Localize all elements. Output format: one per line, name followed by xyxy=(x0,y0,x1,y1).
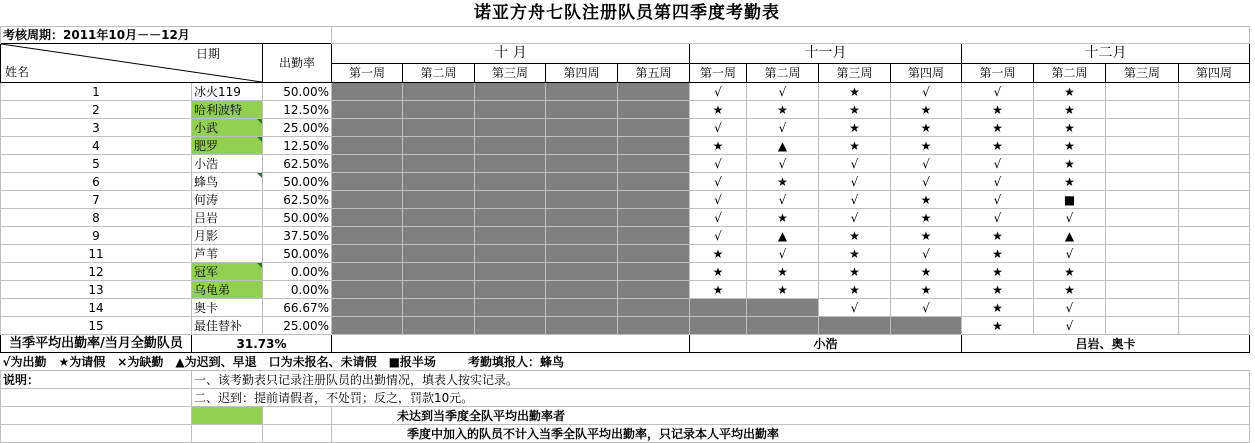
summary-nov-full[interactable]: 小浩 xyxy=(690,335,962,353)
notes-row xyxy=(1,371,1250,389)
oct-week-cell[interactable] xyxy=(475,209,546,227)
dec-week-cell[interactable] xyxy=(1106,83,1179,101)
player-name[interactable]: 最佳替补 xyxy=(192,317,263,335)
oct-week-cell[interactable] xyxy=(475,299,546,317)
dec-week-cell[interactable] xyxy=(1179,317,1250,335)
oct-week-cell[interactable] xyxy=(475,137,546,155)
oct-week-cell[interactable] xyxy=(403,173,475,191)
dec-week-cell[interactable] xyxy=(1106,245,1179,263)
week-header-dec-1[interactable]: 第一周 xyxy=(962,63,1034,83)
player-name[interactable]: 小武 xyxy=(192,119,263,137)
dec-week-cell[interactable] xyxy=(1106,137,1179,155)
dec-week-cell[interactable] xyxy=(1106,281,1179,299)
attendance-rate[interactable]: 50.00% xyxy=(263,173,332,191)
oct-week-cell[interactable] xyxy=(332,173,403,191)
oct-week-cell[interactable] xyxy=(403,263,475,281)
nov-week-cell[interactable]: ★ xyxy=(891,191,962,209)
attendance-rate[interactable]: 12.50% xyxy=(263,101,332,119)
attendance-rate[interactable]: 0.00% xyxy=(263,263,332,281)
week-header-oct-4[interactable]: 第四周 xyxy=(546,63,618,83)
oct-week-cell[interactable] xyxy=(403,101,475,119)
nov-week-cell[interactable]: √ xyxy=(819,209,891,227)
oct-week-cell[interactable] xyxy=(546,299,618,317)
nov-week-cell[interactable]: ★ xyxy=(819,281,891,299)
oct-week-cell[interactable] xyxy=(403,83,475,101)
dec-week-cell[interactable]: ★ xyxy=(962,317,1034,335)
oct-week-cell[interactable] xyxy=(332,317,403,335)
nov-week-cell[interactable]: ★ xyxy=(747,209,819,227)
player-number[interactable]: 12 xyxy=(1,263,192,281)
player-name[interactable]: 哈利波特 xyxy=(192,101,263,119)
attendance-rate[interactable]: 0.00% xyxy=(263,281,332,299)
legend-item: 口为未报名、未请假 xyxy=(268,354,377,369)
player-name[interactable]: 芦苇 xyxy=(192,245,263,263)
oct-week-cell[interactable] xyxy=(618,245,690,263)
oct-week-cell[interactable] xyxy=(618,281,690,299)
dec-week-cell[interactable] xyxy=(1179,119,1250,137)
week-header-nov-2[interactable]: 第二周 xyxy=(747,63,819,83)
dec-week-cell[interactable]: ★ xyxy=(962,281,1034,299)
oct-week-cell[interactable] xyxy=(546,119,618,137)
nov-week-cell[interactable]: ★ xyxy=(819,83,891,101)
summary-label[interactable]: 当季平均出勤率/当月全勤队员 xyxy=(1,335,192,353)
dec-week-cell[interactable]: ★ xyxy=(1034,119,1106,137)
nov-week-cell[interactable]: ★ xyxy=(690,263,747,281)
week-header-oct-2[interactable]: 第二周 xyxy=(403,63,475,83)
oct-week-cell[interactable] xyxy=(403,299,475,317)
oct-week-cell[interactable] xyxy=(403,281,475,299)
dec-week-cell[interactable]: √ xyxy=(962,173,1034,191)
nov-week-cell[interactable]: ★ xyxy=(891,263,962,281)
oct-week-cell[interactable] xyxy=(403,245,475,263)
month-dec[interactable]: 十二月 xyxy=(962,44,1250,64)
dec-week-cell[interactable]: ■ xyxy=(1034,191,1106,209)
attendance-rate[interactable]: 37.50% xyxy=(263,227,332,245)
dec-week-cell[interactable] xyxy=(1106,191,1179,209)
nov-week-cell[interactable]: ★ xyxy=(690,281,747,299)
table-row xyxy=(1,137,1250,155)
table-row xyxy=(1,155,1250,173)
oct-week-cell[interactable] xyxy=(332,227,403,245)
week-header-nov-4[interactable]: 第四周 xyxy=(891,63,962,83)
oct-week-cell[interactable] xyxy=(332,191,403,209)
oct-week-cell[interactable] xyxy=(475,317,546,335)
nov-week-cell[interactable]: √ xyxy=(690,227,747,245)
key-row xyxy=(1,407,1250,425)
oct-week-cell[interactable] xyxy=(332,101,403,119)
oct-week-cell[interactable] xyxy=(475,263,546,281)
oct-week-cell[interactable] xyxy=(332,155,403,173)
dec-week-cell[interactable]: ★ xyxy=(962,227,1034,245)
oct-week-cell[interactable] xyxy=(403,317,475,335)
oct-week-cell[interactable] xyxy=(546,209,618,227)
nov-week-cell[interactable] xyxy=(819,317,891,335)
nov-week-cell[interactable]: √ xyxy=(891,173,962,191)
oct-week-cell[interactable] xyxy=(546,245,618,263)
dec-week-cell[interactable] xyxy=(1106,227,1179,245)
dec-week-cell[interactable] xyxy=(1179,83,1250,101)
oct-week-cell[interactable] xyxy=(546,227,618,245)
nov-week-cell[interactable]: ★ xyxy=(819,101,891,119)
dec-week-cell[interactable] xyxy=(1179,209,1250,227)
player-number[interactable]: 4 xyxy=(1,137,192,155)
dec-week-cell[interactable] xyxy=(1106,101,1179,119)
dec-week-cell[interactable] xyxy=(1179,173,1250,191)
dec-week-cell[interactable]: √ xyxy=(1034,209,1106,227)
dec-week-cell[interactable] xyxy=(1179,245,1250,263)
blank-cell[interactable] xyxy=(1,407,192,425)
attendance-rate[interactable]: 25.00% xyxy=(263,317,332,335)
nov-week-cell[interactable]: ★ xyxy=(891,101,962,119)
oct-week-cell[interactable] xyxy=(475,101,546,119)
player-number[interactable]: 1 xyxy=(1,83,192,101)
player-name[interactable]: 冰火119 xyxy=(192,83,263,101)
attendance-rate[interactable]: 50.00% xyxy=(263,83,332,101)
key-text-2[interactable]: 季度中加入的队员不计入当季全队平均出勤率，只记录本人平均出勤率 xyxy=(332,425,1250,443)
dec-week-cell[interactable]: ★ xyxy=(962,299,1034,317)
dec-week-cell[interactable] xyxy=(1106,299,1179,317)
dec-week-cell[interactable] xyxy=(1179,137,1250,155)
player-number[interactable]: 15 xyxy=(1,317,192,335)
player-name[interactable]: 肥罗 xyxy=(192,137,263,155)
dec-week-cell[interactable] xyxy=(1179,155,1250,173)
oct-week-cell[interactable] xyxy=(546,317,618,335)
legend-cell[interactable] xyxy=(1,353,1250,371)
dec-week-cell[interactable]: ★ xyxy=(1034,137,1106,155)
table-row xyxy=(1,227,1250,245)
dec-week-cell[interactable]: √ xyxy=(962,209,1034,227)
dec-week-cell[interactable]: √ xyxy=(962,191,1034,209)
week-header-dec-3[interactable]: 第三周 xyxy=(1106,63,1179,83)
nov-week-cell[interactable]: √ xyxy=(690,191,747,209)
week-header-nov-3[interactable]: 第三周 xyxy=(819,63,891,83)
dec-week-cell[interactable]: ★ xyxy=(1034,155,1106,173)
attendance-rate[interactable]: 66.67% xyxy=(263,299,332,317)
table-row xyxy=(1,119,1250,137)
dec-week-cell[interactable] xyxy=(1106,173,1179,191)
dec-week-cell[interactable]: ★ xyxy=(1034,173,1106,191)
player-number[interactable]: 9 xyxy=(1,227,192,245)
dec-week-cell[interactable] xyxy=(1179,101,1250,119)
player-number[interactable]: 14 xyxy=(1,299,192,317)
oct-week-cell[interactable] xyxy=(546,263,618,281)
summary-avg-rate[interactable]: 31.73% xyxy=(192,335,332,353)
rate-header[interactable]: 出勤率 xyxy=(263,44,332,83)
legend-row xyxy=(1,353,1250,371)
oct-week-cell[interactable] xyxy=(332,245,403,263)
legend-item: ★为请假 xyxy=(58,354,106,369)
dec-week-cell[interactable]: ★ xyxy=(962,101,1034,119)
legend-item: ×为缺勤 xyxy=(117,354,164,369)
oct-week-cell[interactable] xyxy=(403,209,475,227)
oct-week-cell[interactable] xyxy=(546,101,618,119)
table-row xyxy=(1,101,1250,119)
oct-week-cell[interactable] xyxy=(546,281,618,299)
dec-week-cell[interactable]: ▲ xyxy=(1034,227,1106,245)
player-name[interactable]: 乌龟弟 xyxy=(192,281,263,299)
dec-week-cell[interactable]: √ xyxy=(1034,317,1106,335)
nov-week-cell[interactable]: √ xyxy=(747,83,819,101)
oct-week-cell[interactable] xyxy=(618,227,690,245)
key-swatch-green[interactable] xyxy=(192,407,263,425)
oct-week-cell[interactable] xyxy=(403,119,475,137)
oct-week-cell[interactable] xyxy=(332,281,403,299)
oct-week-cell[interactable] xyxy=(475,281,546,299)
dec-week-cell[interactable] xyxy=(1106,209,1179,227)
player-number[interactable]: 13 xyxy=(1,281,192,299)
diagonal-line xyxy=(1,44,262,82)
dec-week-cell[interactable]: √ xyxy=(1034,245,1106,263)
dec-week-cell[interactable]: √ xyxy=(962,155,1034,173)
dec-week-cell[interactable] xyxy=(1179,281,1250,299)
oct-week-cell[interactable] xyxy=(618,137,690,155)
week-header-nov-1[interactable]: 第一周 xyxy=(690,63,747,83)
nov-week-cell[interactable]: ★ xyxy=(690,137,747,155)
summary-dec-full[interactable]: 吕岩、奥卡 xyxy=(962,335,1250,353)
nov-week-cell[interactable]: √ xyxy=(747,245,819,263)
dec-week-cell[interactable] xyxy=(1179,263,1250,281)
summary-row xyxy=(1,335,1250,353)
dec-week-cell[interactable] xyxy=(1106,317,1179,335)
week-header-dec-4[interactable]: 第四周 xyxy=(1179,63,1250,83)
oct-week-cell[interactable] xyxy=(332,83,403,101)
nov-week-cell[interactable]: √ xyxy=(690,83,747,101)
player-number[interactable]: 7 xyxy=(1,191,192,209)
nov-week-cell[interactable]: ★ xyxy=(819,137,891,155)
oct-week-cell[interactable] xyxy=(475,83,546,101)
dec-week-cell[interactable] xyxy=(1106,263,1179,281)
nov-week-cell[interactable]: √ xyxy=(819,299,891,317)
dec-week-cell[interactable] xyxy=(1106,119,1179,137)
table-row xyxy=(1,173,1250,191)
nov-week-cell[interactable]: √ xyxy=(690,119,747,137)
oct-week-cell[interactable] xyxy=(475,173,546,191)
oct-week-cell[interactable] xyxy=(475,227,546,245)
nov-week-cell[interactable]: ★ xyxy=(819,227,891,245)
dec-week-cell[interactable]: ★ xyxy=(1034,281,1106,299)
oct-week-cell[interactable] xyxy=(332,263,403,281)
nov-week-cell[interactable] xyxy=(690,317,747,335)
nov-week-cell[interactable]: √ xyxy=(891,245,962,263)
dec-week-cell[interactable]: √ xyxy=(962,83,1034,101)
player-name[interactable]: 小浩 xyxy=(192,155,263,173)
nov-week-cell[interactable]: √ xyxy=(819,173,891,191)
oct-week-cell[interactable] xyxy=(618,83,690,101)
oct-week-cell[interactable] xyxy=(332,137,403,155)
nov-week-cell[interactable]: √ xyxy=(747,155,819,173)
oct-week-cell[interactable] xyxy=(403,191,475,209)
week-header-dec-2[interactable]: 第二周 xyxy=(1034,63,1106,83)
oct-week-cell[interactable] xyxy=(403,155,475,173)
nov-week-cell[interactable] xyxy=(891,317,962,335)
player-name[interactable]: 冠军 xyxy=(192,263,263,281)
nov-week-cell[interactable]: ★ xyxy=(891,137,962,155)
nov-week-cell[interactable]: ★ xyxy=(690,245,747,263)
oct-week-cell[interactable] xyxy=(546,83,618,101)
player-number[interactable]: 3 xyxy=(1,119,192,137)
nov-week-cell[interactable]: √ xyxy=(690,155,747,173)
nov-week-cell[interactable]: ★ xyxy=(747,281,819,299)
legend-item: √为出勤 xyxy=(2,354,47,369)
sheet-title: 诺亚方舟七队注册队员第四季度考勤表 xyxy=(474,3,780,23)
player-number[interactable]: 5 xyxy=(1,155,192,173)
table-row xyxy=(1,299,1250,317)
reporter-label: 考勤填报人：蜂鸟 xyxy=(467,354,564,369)
key-text-1[interactable]: 未达到当季度全队平均出勤率者 xyxy=(332,407,1250,425)
week-header-oct-5[interactable]: 第五周 xyxy=(618,63,690,83)
nov-week-cell[interactable]: ★ xyxy=(819,119,891,137)
nov-week-cell[interactable]: ★ xyxy=(819,263,891,281)
nov-week-cell[interactable]: √ xyxy=(819,155,891,173)
corner-date-label: 日期 xyxy=(196,47,221,61)
nov-week-cell[interactable]: ★ xyxy=(891,119,962,137)
oct-week-cell[interactable] xyxy=(332,209,403,227)
dec-week-cell[interactable] xyxy=(1179,299,1250,317)
month-nov[interactable]: 十一月 xyxy=(690,44,962,64)
legend-item: ■报半场 xyxy=(388,354,436,369)
oct-week-cell[interactable] xyxy=(618,209,690,227)
table-row xyxy=(1,263,1250,281)
dec-week-cell[interactable]: ★ xyxy=(962,263,1034,281)
dec-week-cell[interactable]: ★ xyxy=(1034,83,1106,101)
notes-label[interactable]: 说明： xyxy=(1,371,192,389)
dec-week-cell[interactable]: ★ xyxy=(962,137,1034,155)
nov-week-cell[interactable]: ★ xyxy=(819,245,891,263)
dec-week-cell[interactable]: ★ xyxy=(1034,263,1106,281)
blank-cell[interactable] xyxy=(263,407,332,425)
player-name[interactable]: 何涛 xyxy=(192,191,263,209)
oct-week-cell[interactable] xyxy=(618,119,690,137)
corner-name-label: 姓名 xyxy=(5,65,30,79)
dec-week-cell[interactable] xyxy=(1179,191,1250,209)
summary-oct[interactable] xyxy=(332,335,690,353)
nov-week-cell[interactable]: ★ xyxy=(891,281,962,299)
notes-row xyxy=(1,389,1250,407)
player-number[interactable]: 11 xyxy=(1,245,192,263)
oct-week-cell[interactable] xyxy=(618,173,690,191)
blank-cell[interactable] xyxy=(332,27,1250,44)
attendance-rate[interactable]: 50.00% xyxy=(263,245,332,263)
oct-week-cell[interactable] xyxy=(403,137,475,155)
nov-week-cell[interactable]: ★ xyxy=(747,101,819,119)
oct-week-cell[interactable] xyxy=(332,119,403,137)
player-number[interactable]: 6 xyxy=(1,173,192,191)
oct-week-cell[interactable] xyxy=(546,155,618,173)
oct-week-cell[interactable] xyxy=(475,191,546,209)
dec-week-cell[interactable] xyxy=(1179,227,1250,245)
attendance-rate[interactable]: 62.50% xyxy=(263,191,332,209)
oct-week-cell[interactable] xyxy=(546,173,618,191)
attendance-rate[interactable]: 50.00% xyxy=(263,209,332,227)
attendance-rate[interactable]: 25.00% xyxy=(263,119,332,137)
corner-cell[interactable] xyxy=(1,44,263,83)
nov-week-cell[interactable]: ★ xyxy=(690,101,747,119)
period-cell[interactable]: 考核周期：2011年10月－－12月 xyxy=(1,27,332,44)
table-row xyxy=(1,245,1250,263)
nov-week-cell[interactable]: √ xyxy=(891,299,962,317)
nov-week-cell[interactable]: ★ xyxy=(747,263,819,281)
oct-week-cell[interactable] xyxy=(618,317,690,335)
dec-week-cell[interactable]: ★ xyxy=(1034,101,1106,119)
week-header-oct-1[interactable]: 第一周 xyxy=(332,63,403,83)
nov-week-cell[interactable]: √ xyxy=(891,155,962,173)
nov-week-cell[interactable]: √ xyxy=(747,119,819,137)
dec-week-cell[interactable] xyxy=(1106,155,1179,173)
dec-week-cell[interactable]: ★ xyxy=(962,245,1034,263)
month-oct[interactable]: 十 月 xyxy=(332,44,690,64)
oct-week-cell[interactable] xyxy=(475,245,546,263)
player-name[interactable]: 奥卡 xyxy=(192,299,263,317)
oct-week-cell[interactable] xyxy=(403,227,475,245)
nov-week-cell[interactable]: √ xyxy=(690,209,747,227)
oct-week-cell[interactable] xyxy=(618,101,690,119)
oct-week-cell[interactable] xyxy=(618,299,690,317)
nov-week-cell[interactable]: √ xyxy=(747,191,819,209)
table-row xyxy=(1,281,1250,299)
nov-week-cell[interactable]: ★ xyxy=(891,209,962,227)
dec-week-cell[interactable]: ★ xyxy=(962,119,1034,137)
nov-week-cell[interactable]: ▲ xyxy=(747,227,819,245)
player-name[interactable]: 吕岩 xyxy=(192,209,263,227)
player-number[interactable]: 8 xyxy=(1,209,192,227)
legend-item: ▲为迟到、早退 xyxy=(175,354,257,369)
table-row xyxy=(1,209,1250,227)
nov-week-cell[interactable] xyxy=(690,299,747,317)
player-name[interactable]: 月影 xyxy=(192,227,263,245)
nov-week-cell[interactable]: ▲ xyxy=(747,137,819,155)
notes-line-1[interactable]: 一、该考勤表只记录注册队员的出勤情况，填表人按实记录。 xyxy=(192,371,1250,389)
notes-line-2[interactable]: 二、迟到：提前请假者，不处罚；反之，罚款10元。 xyxy=(192,389,1250,407)
week-header-oct-3[interactable]: 第三周 xyxy=(475,63,546,83)
player-name[interactable]: 蜂鸟 xyxy=(192,173,263,191)
oct-week-cell[interactable] xyxy=(618,155,690,173)
nov-week-cell[interactable]: ★ xyxy=(747,173,819,191)
attendance-rate[interactable]: 62.50% xyxy=(263,155,332,173)
nov-week-cell[interactable] xyxy=(747,317,819,335)
oct-week-cell[interactable] xyxy=(475,119,546,137)
blank-cell[interactable] xyxy=(1,389,192,407)
table-row xyxy=(1,317,1250,335)
nov-week-cell[interactable]: √ xyxy=(690,173,747,191)
attendance-rate[interactable]: 12.50% xyxy=(263,137,332,155)
nov-week-cell[interactable]: √ xyxy=(819,191,891,209)
nov-week-cell[interactable]: √ xyxy=(891,83,962,101)
nov-week-cell[interactable]: ★ xyxy=(891,227,962,245)
oct-week-cell[interactable] xyxy=(618,263,690,281)
oct-week-cell[interactable] xyxy=(475,155,546,173)
attendance-table xyxy=(0,26,1250,443)
oct-week-cell[interactable] xyxy=(546,191,618,209)
table-row xyxy=(1,191,1250,209)
player-number[interactable]: 2 xyxy=(1,101,192,119)
dec-week-cell[interactable]: √ xyxy=(1034,299,1106,317)
table-row xyxy=(1,83,1250,101)
oct-week-cell[interactable] xyxy=(618,191,690,209)
nov-week-cell[interactable] xyxy=(747,299,819,317)
oct-week-cell[interactable] xyxy=(332,299,403,317)
oct-week-cell[interactable] xyxy=(546,137,618,155)
